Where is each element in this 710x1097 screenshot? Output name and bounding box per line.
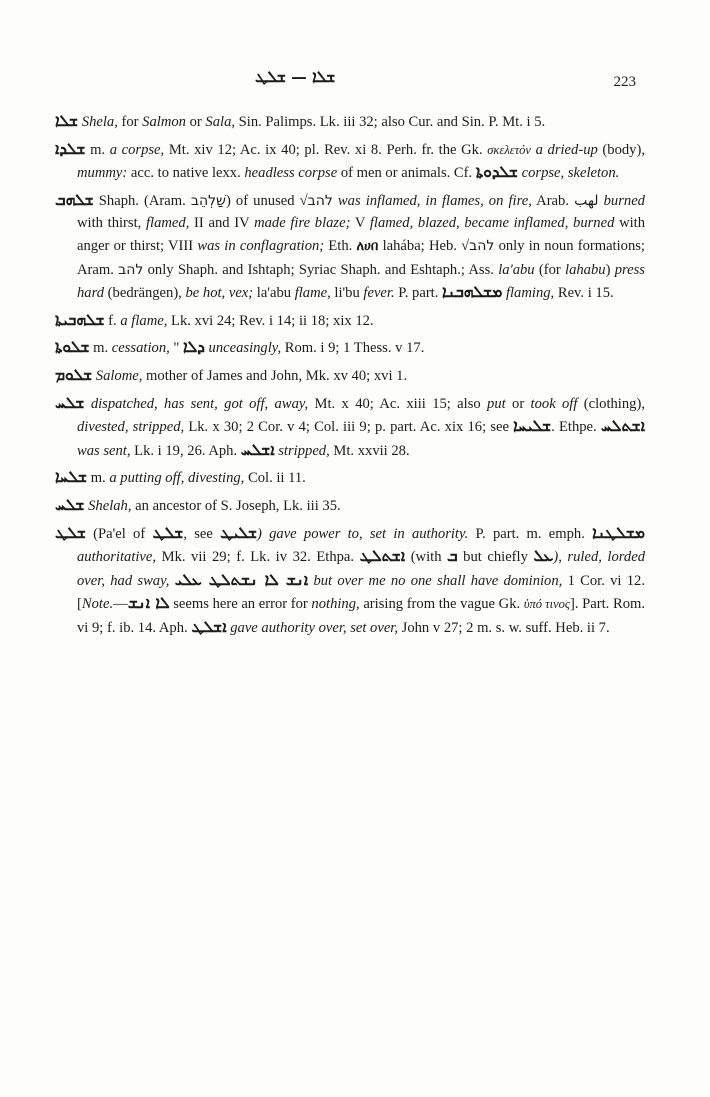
entry-text: only in noun formations; Aram. bbox=[77, 237, 645, 278]
entry-text: f. bbox=[104, 312, 121, 329]
entry-cessation bbox=[55, 336, 645, 360]
entry-text: " bbox=[169, 340, 184, 357]
gloss: made fire blaze; bbox=[254, 215, 351, 232]
entry-text: II and IV bbox=[189, 215, 255, 232]
entry-text: P. part. bbox=[394, 285, 443, 302]
gloss: Salome, bbox=[95, 367, 143, 384]
headword: ܫܠܕܐ bbox=[55, 139, 86, 158]
syriac-word: ܥܠ bbox=[533, 547, 554, 566]
entry-divesting bbox=[55, 466, 645, 490]
headword: ܫܠܗܒܝܬܐ bbox=[55, 310, 105, 329]
headword: ܫܠܚ bbox=[55, 393, 85, 412]
gloss: Shela, bbox=[81, 114, 118, 130]
entry-text: Col. ii 11. bbox=[244, 470, 306, 487]
headword: ܫܠܘܬܐ bbox=[55, 338, 90, 357]
entry-text: or bbox=[185, 114, 206, 130]
gloss: flame, bbox=[294, 285, 331, 302]
entry-shallet bbox=[55, 522, 645, 640]
entry-text: (bedrängen), bbox=[104, 285, 186, 302]
entry-text: only Shaph. and Ishtaph; Syriac Shaph. and Eshtaph.; Ass. bbox=[143, 261, 499, 278]
gloss: dispatched, has sent, got off, away, bbox=[90, 395, 309, 412]
gloss: burned bbox=[598, 192, 645, 209]
entry-text: of men or animals. Cf. bbox=[337, 165, 476, 182]
entry-text: ]. Part. Rom. vi 9; f. ib. 14. Aph. bbox=[77, 596, 646, 636]
headword: ܫܠܐ bbox=[55, 112, 79, 130]
gloss: mummy: bbox=[77, 165, 128, 182]
entry-shela bbox=[55, 110, 645, 134]
gloss: flaming, bbox=[502, 285, 555, 302]
entry-text: , see bbox=[183, 525, 221, 542]
arabic-word: لهب bbox=[574, 192, 599, 209]
entry-text: seems here an error for bbox=[169, 596, 312, 613]
entry-text: V bbox=[350, 215, 370, 232]
gloss: put bbox=[487, 395, 506, 412]
entry-text: (for bbox=[534, 261, 566, 278]
syriac-word: ܕܠܐ bbox=[183, 338, 205, 357]
hebrew-word: שַׁלְהֵב bbox=[190, 192, 226, 209]
greek-word: σκελετόν bbox=[487, 142, 531, 157]
gloss: took off bbox=[530, 395, 578, 412]
entry-text: li'bu bbox=[330, 285, 364, 302]
entry-shalheb bbox=[55, 189, 645, 305]
entry-text: Eth. bbox=[324, 237, 357, 254]
entry-text: Mt. xiv 12; Ac. ix 40; pl. Rev. xi 8. Perh. fr. the Gk. bbox=[164, 141, 488, 158]
hebrew-word: להב bbox=[307, 192, 333, 209]
entry-flame bbox=[55, 309, 645, 333]
entry-text: (clothing), bbox=[577, 395, 645, 412]
syriac-word: ܫܠܕܘܬܐ bbox=[475, 163, 518, 182]
entry-corpse bbox=[55, 138, 645, 185]
running-head: ܫܠܐ — ܫܠܛ bbox=[255, 68, 336, 86]
gloss: stripped, bbox=[274, 442, 330, 459]
gloss: cessation, bbox=[111, 340, 170, 357]
entry-text: Lk. x 30; 2 Cor. v 4; Col. iii 9; p. part. Ac. xix 16; see bbox=[184, 419, 514, 436]
entry-text: with thirst, bbox=[77, 215, 146, 232]
headword: ܫܠܚܐ bbox=[55, 468, 88, 487]
entry-text: 1 Cor. vi 12. [ bbox=[77, 572, 645, 613]
entry-text: with anger or thirst; VIII bbox=[77, 215, 646, 254]
syriac-word: ܐܫܬܠܚ bbox=[600, 417, 645, 436]
syriac-word: ܫܠܛ bbox=[152, 523, 184, 542]
entry-text: but chiefly bbox=[457, 549, 534, 566]
gloss: was sent, bbox=[77, 442, 131, 459]
gloss: lahabu bbox=[565, 261, 606, 278]
page-number: 223 bbox=[613, 74, 636, 90]
gloss: gave authority over, set over, bbox=[226, 619, 399, 636]
syriac-word: ܒ bbox=[447, 547, 458, 566]
entry-text: Lk. xvi 24; Rev. i 14; ii 18; xix 12. bbox=[167, 312, 374, 329]
syriac-phrase: ܐܢܫ ܠܐ ܢܫܬܠܛ ܥܠܝ bbox=[174, 570, 309, 589]
gloss: a corpse, bbox=[109, 141, 165, 158]
gloss: was inflamed, in flames, on fire, bbox=[332, 192, 532, 209]
greek-word: ὑπό τινος bbox=[523, 597, 571, 612]
entry-text: Lk. i 19, 26. Aph. bbox=[130, 442, 241, 459]
syriac-word: ܠܐ ܐܢܫ bbox=[127, 594, 170, 613]
gloss: flamed, blazed, became inflamed, burned bbox=[369, 215, 615, 232]
gloss: a flame, bbox=[120, 312, 168, 329]
note-label: Note. bbox=[81, 596, 114, 613]
entry-text: ) of unused √ bbox=[225, 192, 308, 209]
syriac-word: ܫܠܝܛ bbox=[220, 523, 257, 542]
headword: ܫܠܗܒ bbox=[55, 190, 94, 209]
entry-text: la'abu bbox=[253, 285, 295, 302]
entry-salome bbox=[55, 364, 645, 388]
entry-text: Sin. Palimps. Lk. iii 32; also Cur. and Sin. P. Mt. i 5. bbox=[235, 114, 546, 130]
gloss: Shelah, bbox=[88, 497, 132, 514]
gloss: corpse, skeleton. bbox=[517, 165, 620, 182]
gloss: flamed, bbox=[145, 215, 190, 232]
gloss: was in conflagration; bbox=[197, 237, 325, 254]
hebrew-word: להב bbox=[469, 237, 495, 254]
entry-text: Rev. i 15. bbox=[554, 285, 614, 302]
entry-text: (body), bbox=[597, 141, 645, 158]
gloss: be hot, vex; bbox=[185, 285, 254, 302]
gloss: authoritative, bbox=[77, 549, 157, 566]
entry-text: m. bbox=[89, 340, 112, 357]
gloss: headless corpse bbox=[244, 165, 338, 182]
entry-text: mother of James and John, Mk. xv 40; xvi 1. bbox=[142, 367, 408, 384]
gloss: Sala, bbox=[205, 114, 236, 130]
ethiopic-word: ለሀበ bbox=[356, 238, 379, 254]
entry-text: (with bbox=[405, 549, 448, 566]
entry-shelah bbox=[55, 494, 645, 518]
gloss: but over me no one shall have dominion, bbox=[308, 572, 563, 589]
entry-text: Mt. xxvii 28. bbox=[329, 442, 410, 459]
entry-text: Arab. bbox=[531, 192, 575, 209]
entry-text: ) bbox=[605, 261, 615, 278]
headword: ܫܠܛ bbox=[55, 523, 86, 542]
entry-text: for bbox=[117, 114, 143, 130]
entry-text: arising from the vague Gk. bbox=[359, 596, 524, 613]
entry-text: lahába; Heb. √ bbox=[378, 237, 470, 254]
gloss: ) gave power to, set in authority. bbox=[256, 525, 469, 542]
gloss: nothing, bbox=[311, 596, 360, 613]
entry-text: Mk. vii 29; f. Lk. iv 32. Ethpa. bbox=[156, 549, 360, 566]
syriac-word: ܡܫܠܛܢܐ bbox=[592, 523, 645, 542]
gloss: fever. bbox=[363, 285, 395, 302]
entry-list bbox=[55, 110, 645, 643]
entry-text: — bbox=[113, 596, 128, 613]
gloss: press hard bbox=[77, 261, 645, 302]
gloss: la'abu bbox=[498, 261, 535, 278]
entry-text: an ancestor of S. Joseph, Lk. iii 35. bbox=[131, 497, 341, 514]
syriac-word: ܐܫܬܠܛ bbox=[359, 547, 406, 566]
headword: ܫܠܚ bbox=[55, 495, 85, 514]
syriac-word: ܐܫܠܚ bbox=[240, 440, 275, 459]
entry-text: m. bbox=[85, 141, 110, 158]
entry-text: Rom. i 9; 1 Thess. v 17. bbox=[281, 340, 425, 357]
gloss: Salmon bbox=[142, 114, 186, 130]
entry-text: Mt. x 40; Ac. xiii 15; also bbox=[308, 395, 488, 412]
page-header bbox=[0, 68, 710, 96]
entry-text: acc. to native lexx. bbox=[127, 165, 245, 182]
gloss: divested, stripped, bbox=[77, 419, 185, 436]
syriac-word: ܡܫܠܗܒܢܐ bbox=[442, 283, 503, 302]
gloss: a dried-up bbox=[530, 141, 598, 158]
entry-text: (Pa'el of bbox=[85, 525, 153, 542]
entry-text: Shaph. (Aram. bbox=[93, 192, 191, 209]
entry-text: m. bbox=[87, 470, 110, 487]
hebrew-word: להב bbox=[118, 261, 144, 278]
entry-dispatched bbox=[55, 392, 645, 463]
gloss: a putting off, divesting, bbox=[109, 470, 245, 487]
gloss: unceasingly, bbox=[204, 340, 282, 357]
gloss: ), ruled, lorded over, had sway, bbox=[77, 549, 645, 589]
syriac-word: ܫܠܝܚܐ bbox=[513, 417, 552, 436]
entry-text: . Ethpe. bbox=[551, 419, 601, 436]
entry-text: John v 27; 2 m. s. w. suff. Heb. ii 7. bbox=[398, 619, 610, 636]
entry-text: or bbox=[505, 395, 531, 412]
headword: ܫܠܘܡ bbox=[55, 365, 93, 384]
syriac-word: ܐܫܠܛ bbox=[191, 617, 227, 636]
entry-text: P. part. m. emph. bbox=[468, 525, 593, 542]
